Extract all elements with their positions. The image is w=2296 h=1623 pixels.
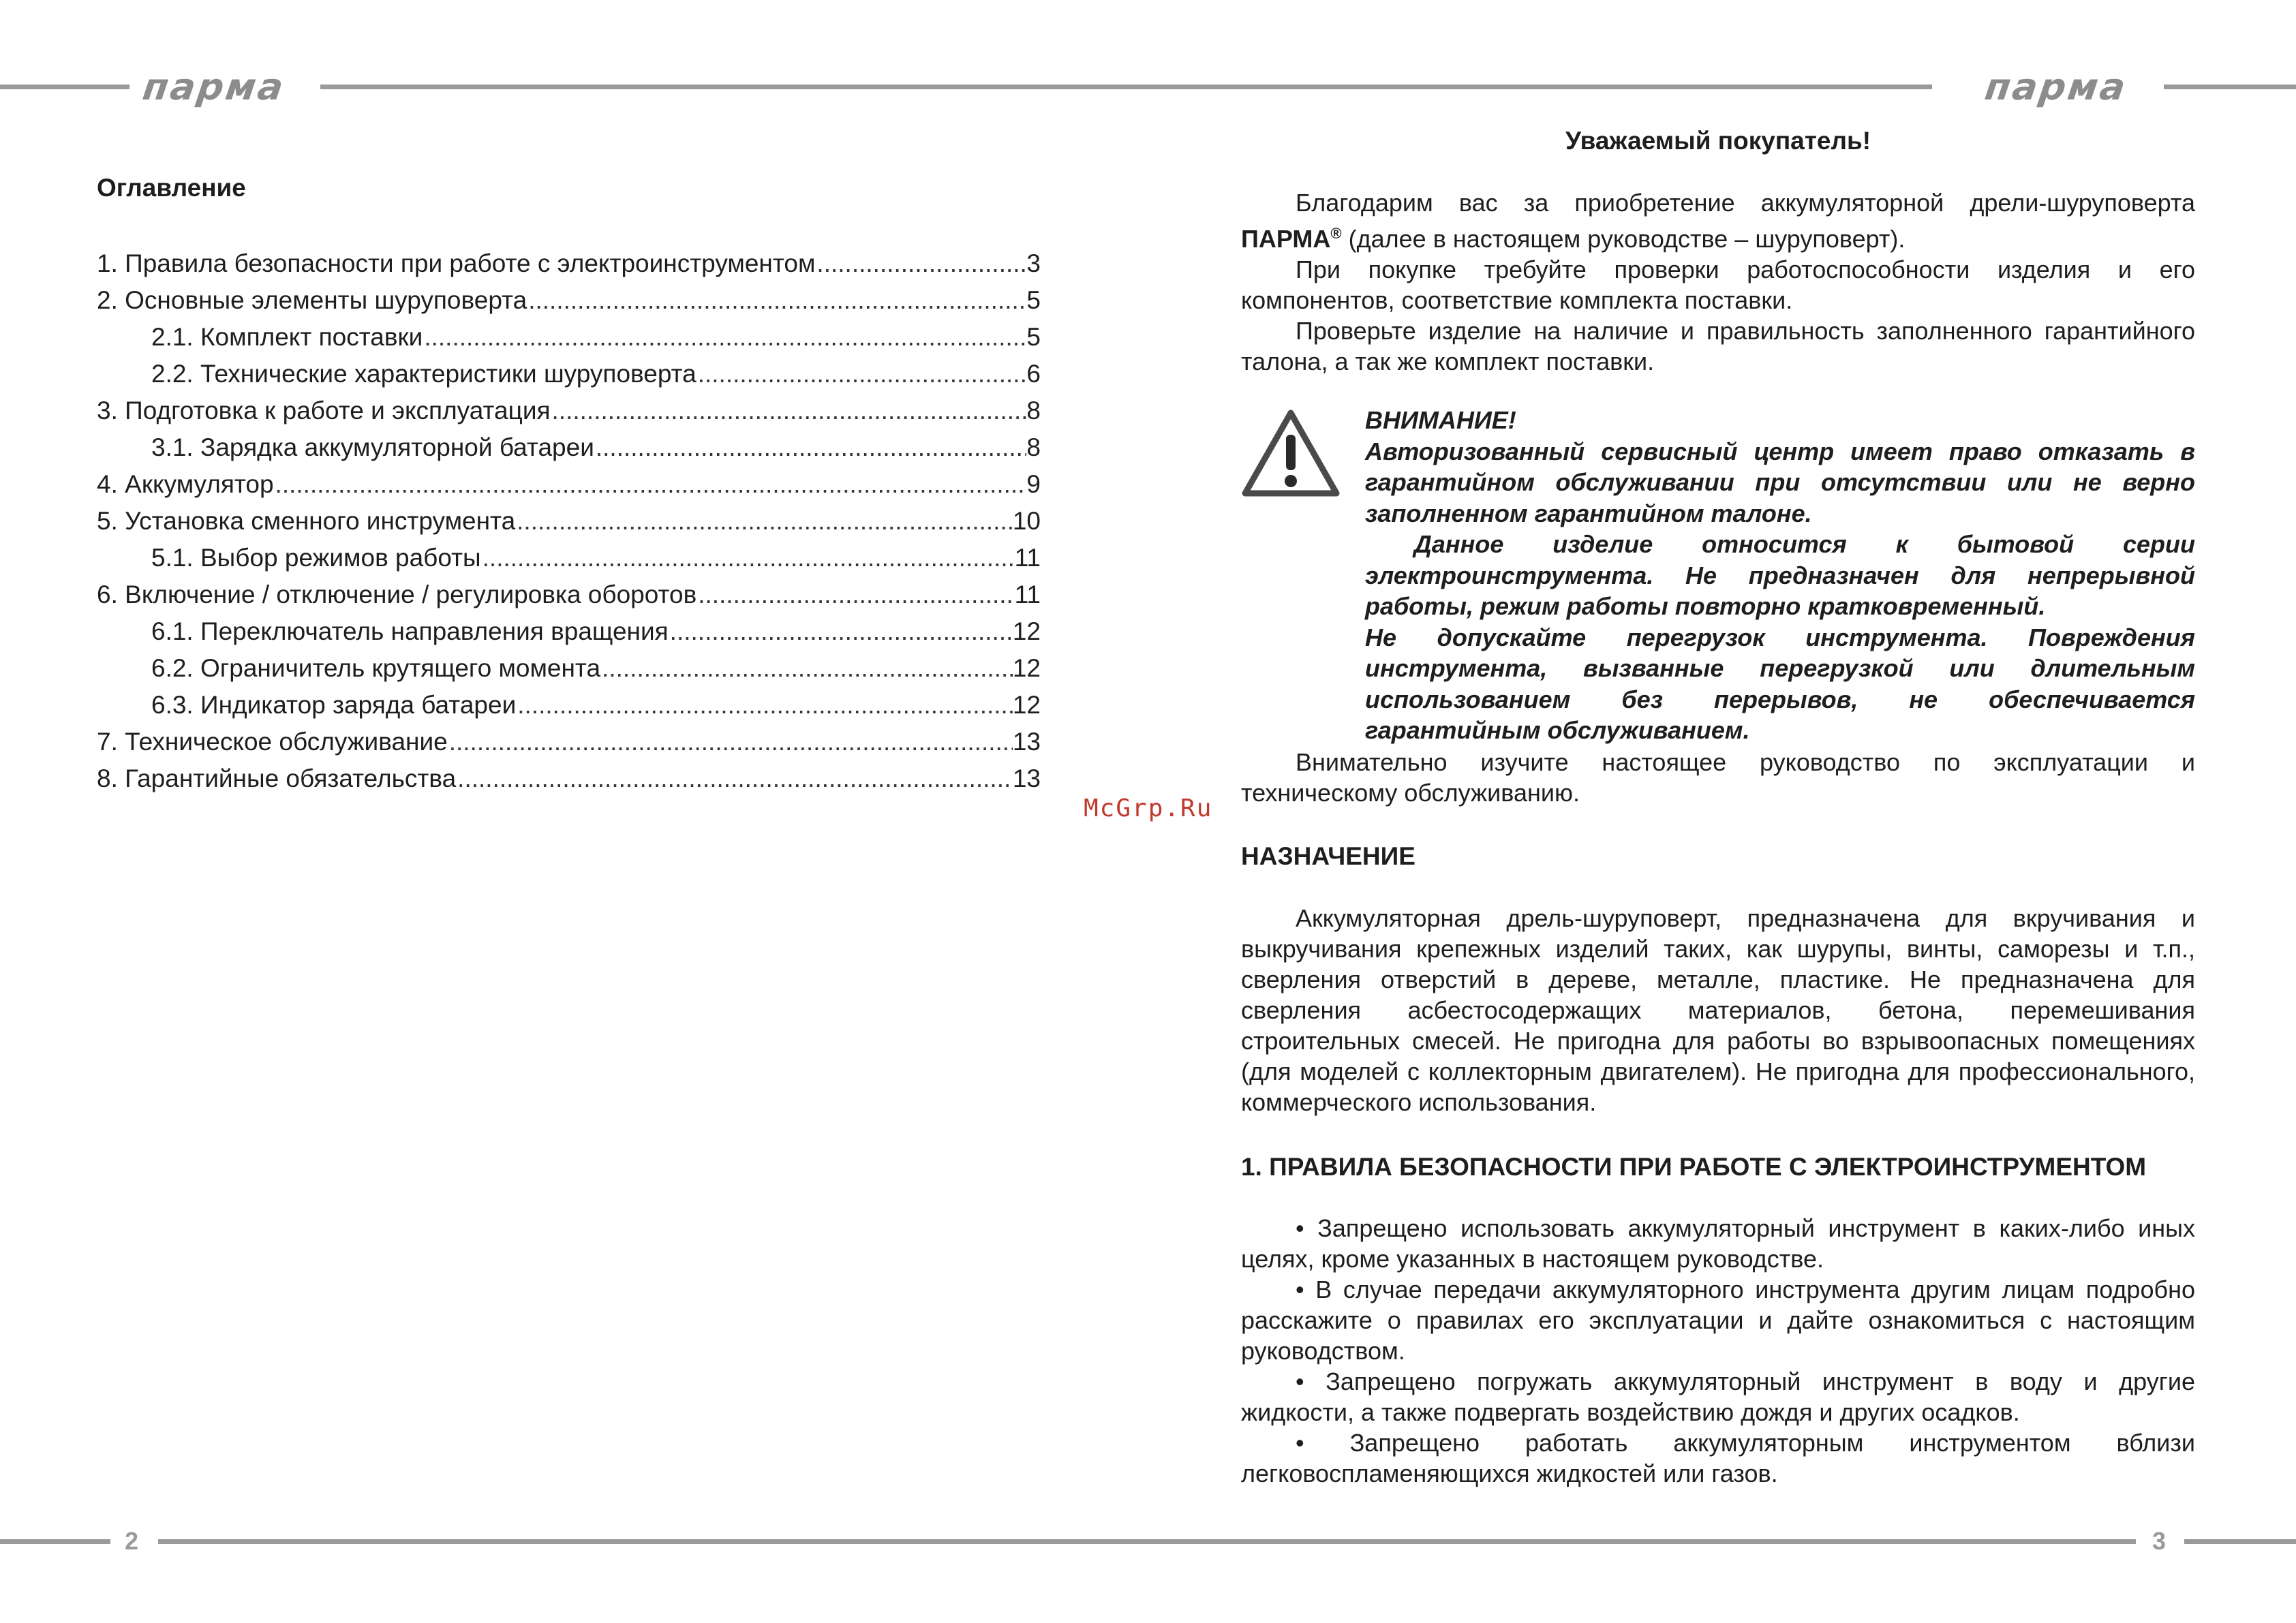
toc-entry-title: 6.1. Переключатель направления вращения <box>151 617 669 645</box>
intro-paragraph-3: Проверьте изделие на наличие и правильность заполненного гарантийного талона, а так же комплект поставки. <box>1241 317 2195 375</box>
toc-leader-dots <box>274 466 1027 503</box>
footer-rule-left <box>0 1539 110 1544</box>
toc-leader-dots <box>697 576 1014 613</box>
toc-leader-dots <box>669 613 1013 650</box>
warning-line-1: Авторизованный сервисный центр имеет право отказать в гарантийном обслуживании при отсутствии или не верно заполненном гарантийном талоне. <box>1365 437 2195 527</box>
toc-entry-page: 11 <box>1014 544 1041 572</box>
toc-leader-dots <box>600 650 1013 687</box>
toc-entry[interactable] <box>97 429 1041 466</box>
toc-title: Оглавление <box>97 174 246 202</box>
toc-leader-dots <box>481 540 1015 576</box>
toc-entry[interactable] <box>97 576 1041 613</box>
toc-entry-title: 3.1. Зарядка аккумуляторной батареи <box>151 433 594 461</box>
toc-entry-title: 6.2. Ограничитель крутящего момента <box>151 654 601 682</box>
brand-logo-left: парма <box>140 65 288 108</box>
toc-leader-dots <box>815 245 1026 282</box>
toc-entry-page: 13 <box>1012 764 1041 792</box>
brand-logo-right: парма <box>1982 65 2130 108</box>
toc-entry-page: 8 <box>1026 433 1041 461</box>
toc-leader-dots <box>515 503 1013 540</box>
greeting-heading: Уважаемый покупатель! <box>1565 127 1871 155</box>
toc-entry[interactable] <box>97 687 1041 724</box>
toc-entry[interactable] <box>97 466 1041 503</box>
purpose-section <box>1241 841 2195 871</box>
intro-paragraph-1: Благодарим вас за приобретение аккумуляторной дрели-шуруповерта ПАРМА® (далее в настоящем руководстве – шуруповерт). <box>1241 189 2195 253</box>
header-rule-right <box>2164 84 2296 89</box>
toc-leader-dots <box>527 282 1026 319</box>
toc-entry-title: 3. Подготовка к работе и эксплуатация <box>97 397 551 424</box>
toc-entry-title: 6. Включение / отключение / регулировка оборотов <box>97 581 697 608</box>
toc-entry[interactable] <box>97 613 1041 650</box>
toc-entry-title: 2.2. Технические характеристики шуруповерта <box>151 360 697 388</box>
toc-entry[interactable] <box>97 319 1041 356</box>
table-of-contents <box>97 245 1041 797</box>
toc-entry-page: 12 <box>1012 617 1041 645</box>
page-number-left: 2 <box>125 1527 139 1555</box>
toc-entry-page: 12 <box>1012 654 1041 682</box>
toc-entry[interactable] <box>97 724 1041 760</box>
toc-entry-page: 10 <box>1012 507 1041 535</box>
toc-entry-page: 8 <box>1026 397 1041 424</box>
safety-item-4: • Запрещено работать аккумуляторным инструментом вблизи легковоспламеняющихся жидкостей или газов. <box>1241 1429 2195 1487</box>
toc-leader-dots <box>697 356 1027 392</box>
toc-entry-title: 5.1. Выбор режимов работы <box>151 544 481 572</box>
toc-leader-dots <box>551 392 1027 429</box>
warning-triangle-icon <box>1241 409 1341 497</box>
toc-entry-page: 12 <box>1012 691 1041 719</box>
safety-item-3: • Запрещено погружать аккумуляторный инструмент в воду и другие жидкости, а также подвергать воздействию дождя и других осадков. <box>1241 1367 2195 1426</box>
toc-entry-title: 1. Правила безопасности при работе с электроинструментом <box>97 249 816 277</box>
safety-item-1: • Запрещено использовать аккумуляторный инструмент в каких-либо иных целях, кроме указанных в настоящем руководстве. <box>1241 1214 2195 1273</box>
toc-leader-dots <box>456 760 1013 797</box>
toc-entry-page: 13 <box>1012 728 1041 756</box>
purpose-heading: НАЗНАЧЕНИЕ <box>1241 842 1415 870</box>
toc-entry-page: 9 <box>1026 470 1041 498</box>
watermark: McGrp.Ru <box>1084 794 1213 822</box>
warning-line-2: Данное изделие относится к бытовой серии электроинструмента. Не предназначен для непрерывной работы, режим работы повторно кратковременный. <box>1365 530 2203 620</box>
toc-entry[interactable] <box>97 392 1041 429</box>
intro-section <box>1241 187 2195 377</box>
warning-title: ВНИМАНИЕ! <box>1365 406 1516 434</box>
toc-entry-page: 6 <box>1026 360 1041 388</box>
page-number-right: 3 <box>2152 1527 2167 1555</box>
footer-rule-center <box>158 1539 2136 1544</box>
toc-entry-title: 7. Техническое обслуживание <box>97 728 448 756</box>
brand-name: ПАРМА <box>1241 225 1331 253</box>
toc-entry-page: 5 <box>1026 286 1041 314</box>
toc-entry[interactable] <box>97 245 1041 282</box>
warning-line-3: Не допускайте перегрузок инструмента. Повреждения инструмента, вызванные перегрузкой или длительным использованием без перерывов, не обеспечивается гарантийным обслуживанием. <box>1365 623 2195 744</box>
toc-leader-dots <box>516 687 1013 724</box>
toc-entry-title: 8. Гарантийные обязательства <box>97 764 457 792</box>
purpose-paragraph: Аккумуляторная дрель-шуруповерт, предназначена для вкручивания и выкручивания крепежных изделий таких, как шурупы, винты, саморезы и т.п., сверления отверстий в дереве, металле, пластике. Не предназначена для сверления асбестосодержащих материалов, бетона, перемешивания строительных смесей. Не пригодна для работы во взрывоопасных помещениях (для моделей с коллекторным двигателем). Не пригодна для профессионального, коммерческого использования. <box>1241 904 2195 1116</box>
toc-entry-title: 2. Основные элементы шуруповерта <box>97 286 527 314</box>
toc-leader-dots <box>448 724 1013 760</box>
toc-leader-dots <box>594 429 1027 466</box>
purpose-body <box>1241 903 2195 1117</box>
intro-paragraph-2: При покупке требуйте проверки работоспособности изделия и его компонентов, соответствие комплекта поставки. <box>1241 256 2195 314</box>
toc-entry-page: 11 <box>1014 581 1041 608</box>
safety-heading: 1. ПРАВИЛА БЕЗОПАСНОСТИ ПРИ РАБОТЕ С ЭЛЕКТРОИНСТРУМЕНТОМ <box>1241 1153 2147 1181</box>
toc-entry[interactable] <box>97 282 1041 319</box>
study-note: Внимательно изучите настоящее руководство по эксплуатации и техническому обслуживанию. <box>1241 748 2195 807</box>
toc-entry[interactable] <box>97 356 1041 392</box>
toc-entry-title: 2.1. Комплект поставки <box>151 323 423 351</box>
toc-entry[interactable] <box>97 540 1041 576</box>
warning-block <box>1365 405 2203 746</box>
safety-item-2: • В случае передачи аккумуляторного инструмента другим лицам подробно расскажите о правилах его эксплуатации и дайте ознакомиться с настоящим руководством. <box>1241 1276 2195 1365</box>
safety-section <box>1241 1151 2195 1182</box>
toc-entry-title: 5. Установка сменного инструмента <box>97 507 516 535</box>
header-rule-center <box>320 84 1932 89</box>
toc-entry-page: 3 <box>1026 249 1041 277</box>
toc-leader-dots <box>423 319 1026 356</box>
safety-list <box>1241 1213 2195 1489</box>
toc-entry-title: 6.3. Индикатор заряда батареи <box>151 691 517 719</box>
toc-entry[interactable] <box>97 503 1041 540</box>
toc-entry-page: 5 <box>1026 323 1041 351</box>
toc-entry[interactable] <box>97 760 1041 797</box>
footer-rule-right <box>2184 1539 2296 1544</box>
toc-entry[interactable] <box>97 650 1041 687</box>
toc-entry-title: 4. Аккумулятор <box>97 470 274 498</box>
header-rule-left <box>0 84 129 89</box>
